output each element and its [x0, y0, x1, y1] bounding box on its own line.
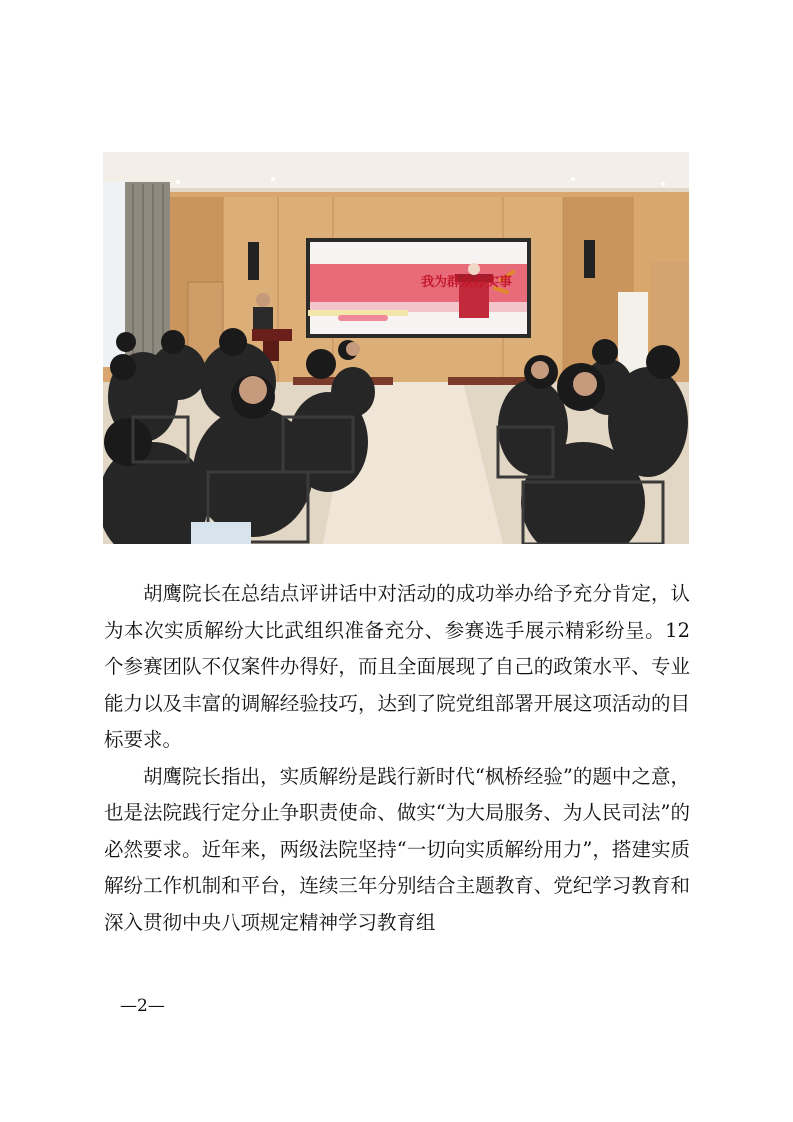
- projection-screen-title: 我为群众办实事: [421, 275, 513, 290]
- meeting-scene-illustration: [103, 152, 689, 544]
- page-number: —2—: [120, 996, 165, 1016]
- paragraph: 胡鹰院长指出，实质解纷是践行新时代“枫桥经验”的题中之意，也是法院践行定分止争职责使命、做实“为大局服务、为人民司法”的必然要求。近年来，两级法院坚持“一切向实质解纷用力”，搭建实质解纷工作机制和平台，连续三年分别结合主题教育、党纪学习教育和深入贯彻中央八项规定精神学习教育组: [104, 764, 690, 934]
- document-body: [104, 576, 690, 941]
- meeting-photo: [103, 152, 689, 544]
- paragraph: 胡鹰院长在总结点评讲话中对活动的成功举办给予充分肯定，认为本次实质解纷大比武组织准备充分、参赛选手展示精彩纷呈。12个参赛团队不仅案件办得好，而且全面展现了自己的政策水平、专业能力以及丰富的调解经验技巧，达到了院党组部署开展这项活动的目标要求。: [104, 582, 690, 751]
